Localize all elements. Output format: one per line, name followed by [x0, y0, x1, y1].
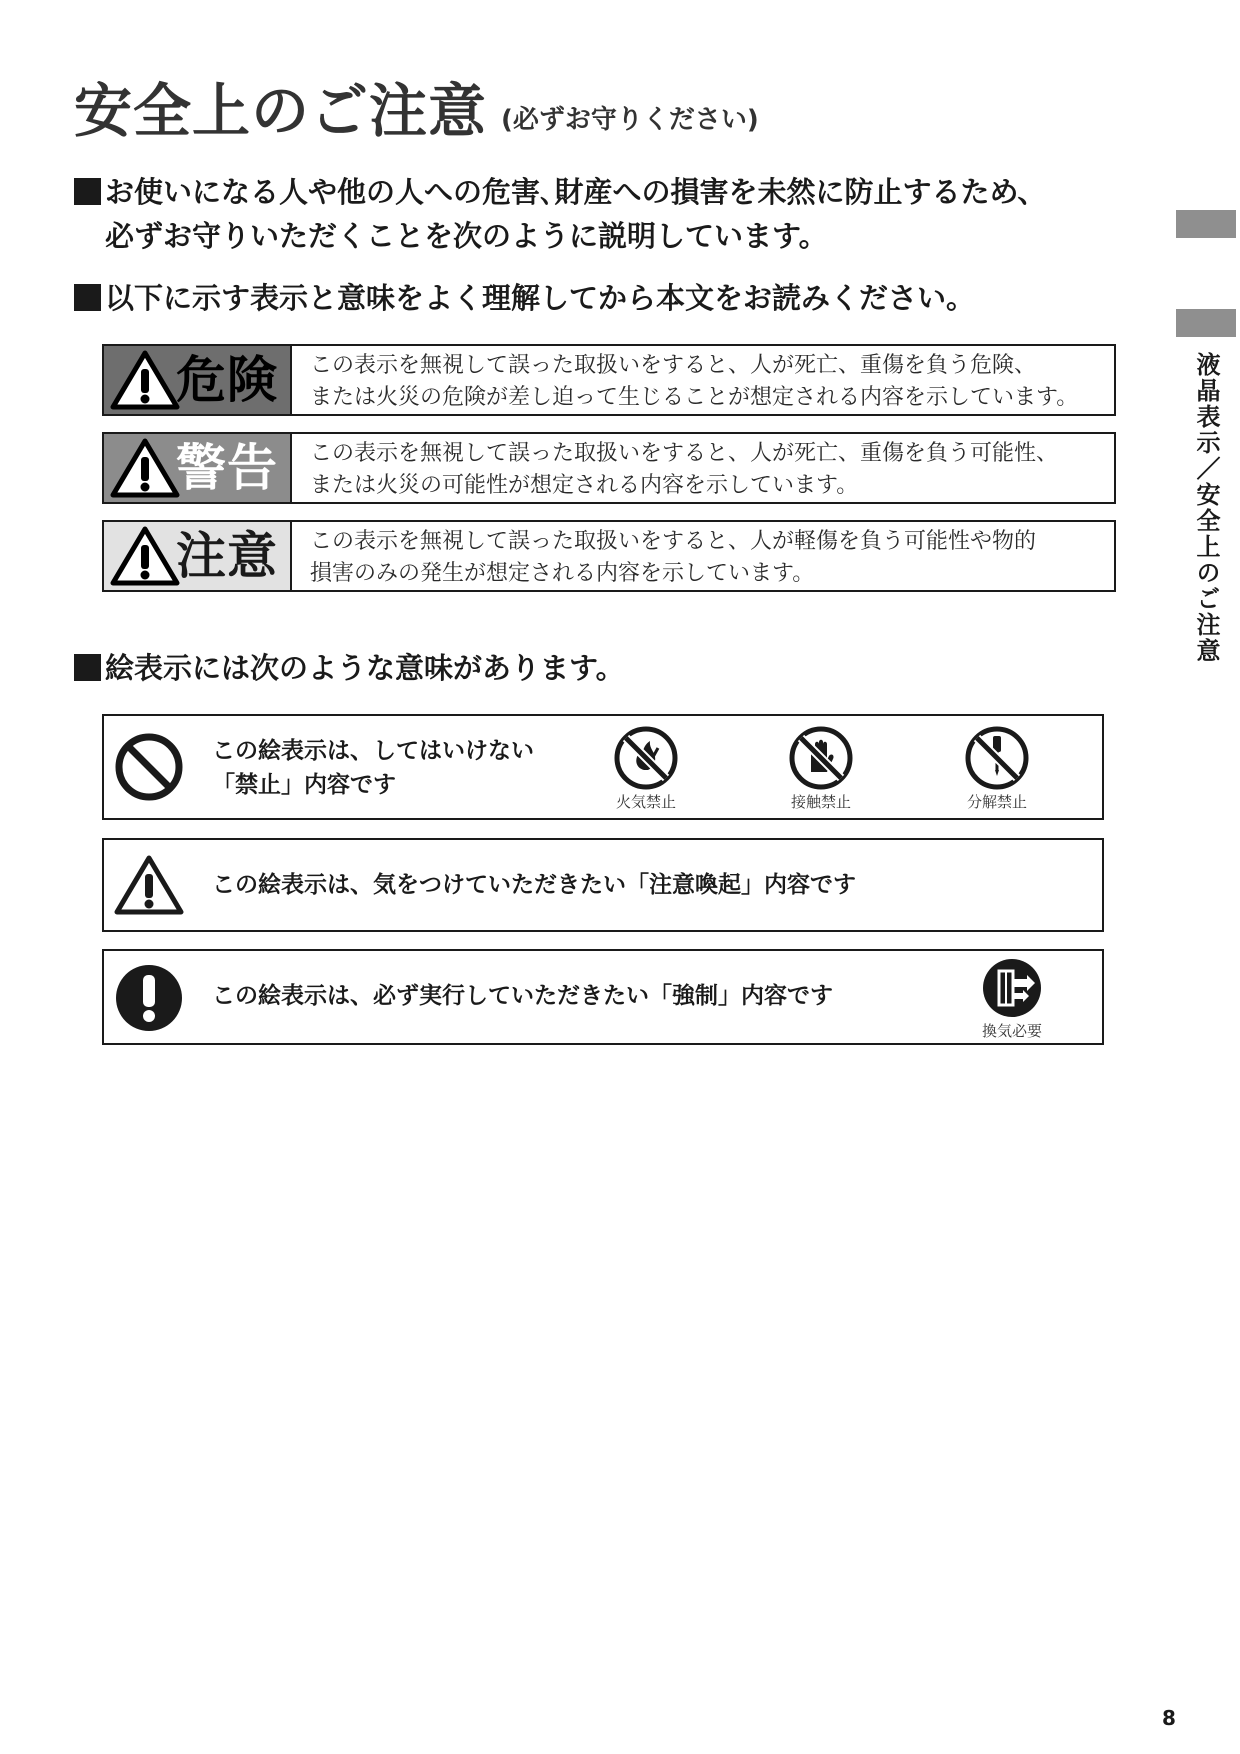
side-tab-marker: [1176, 210, 1236, 238]
caution-description: この表示を無視して誤った取扱いをすると、人が軽傷を負う可能性や物的 損害のみの発生が想定される内容を示しています。: [310, 529, 1037, 586]
caution-symbol-box: [102, 838, 1104, 932]
black-square-bullet-icon: [74, 178, 101, 205]
no-fire-icon: [614, 726, 678, 790]
exclamation-icon: [114, 963, 184, 1033]
black-square-bullet-icon: [74, 654, 101, 681]
warning-triangle-icon: [114, 854, 184, 916]
example-ventilation: [957, 957, 1067, 1041]
prohibition-symbol-box: [102, 714, 1104, 820]
intro-paragraph-3: [74, 646, 625, 690]
warning-triangle-icon: [110, 437, 180, 499]
danger-description: この表示を無視して誤った取扱いをすると、人が死亡、重傷を負う危険、 または火災の危険が差し迫って生じることが想定される内容を示しています。: [310, 353, 1079, 410]
ventilation-icon: [981, 957, 1043, 1019]
page-number: 8: [1162, 1706, 1176, 1730]
intro-text-2: 以下に示す表示と意味をよく理解してから本文をお読みください。: [105, 281, 976, 315]
example-no-fire: [591, 726, 701, 812]
intro-text-3: 絵表示には次のような意味があります。: [105, 651, 625, 685]
page-title-main: 安全上のご注意: [74, 77, 488, 145]
intro-paragraph-1: [74, 170, 1046, 258]
no-disassembly-caption: 分解禁止: [966, 793, 1027, 811]
prohibition-icon: [114, 732, 184, 802]
black-square-bullet-icon: [74, 284, 101, 311]
no-touch-caption: 接触禁止: [790, 793, 851, 811]
warning-label-text: 警告: [176, 439, 278, 497]
no-fire-caption: 火気禁止: [615, 793, 676, 811]
prohibition-text: この絵表示は、してはいけない 「禁止」内容です: [212, 738, 534, 798]
side-tab-label: 液晶表示／安全上のご注意: [1192, 352, 1220, 664]
side-tab-marker-active: [1176, 309, 1236, 337]
intro-line-2: 必ずお守りいただくことを次のように説明しています。: [105, 219, 828, 253]
no-touch-icon: [789, 726, 853, 790]
no-disassembly-icon: [965, 726, 1029, 790]
warning-description: この表示を無視して誤った取扱いをすると、人が死亡、重傷を負う可能性、 または火災の可能性が想定される内容を示しています。: [310, 441, 1059, 498]
ventilation-caption: 換気必要: [981, 1022, 1042, 1040]
caution-level-box: [102, 520, 1116, 592]
caution-label-text: 注意: [176, 527, 278, 585]
danger-label-text: 危険: [176, 351, 278, 409]
caution-symbol-text: この絵表示は、気をつけていただきたい「注意喚起」内容です: [212, 872, 856, 898]
example-no-disassembly: [942, 726, 1052, 812]
warning-triangle-icon: [110, 525, 180, 587]
warning-label: [104, 434, 292, 502]
warning-triangle-icon: [110, 349, 180, 411]
mandatory-symbol-text: この絵表示は、必ず実行していただきたい「強制」内容です: [212, 983, 833, 1009]
intro-paragraph-2: [74, 276, 975, 320]
mandatory-symbol-box: [102, 949, 1104, 1045]
page-title-sub: (必ずお守りください): [501, 104, 759, 135]
caution-label: [104, 522, 292, 590]
intro-line-1: お使いになる人や他の人への危害､財産への損害を未然に防止するため、: [105, 175, 1047, 209]
danger-label: [104, 346, 292, 414]
page-title: [74, 77, 759, 145]
danger-level-box: [102, 344, 1116, 416]
warning-level-box: [102, 432, 1116, 504]
example-no-touch: [766, 726, 876, 812]
